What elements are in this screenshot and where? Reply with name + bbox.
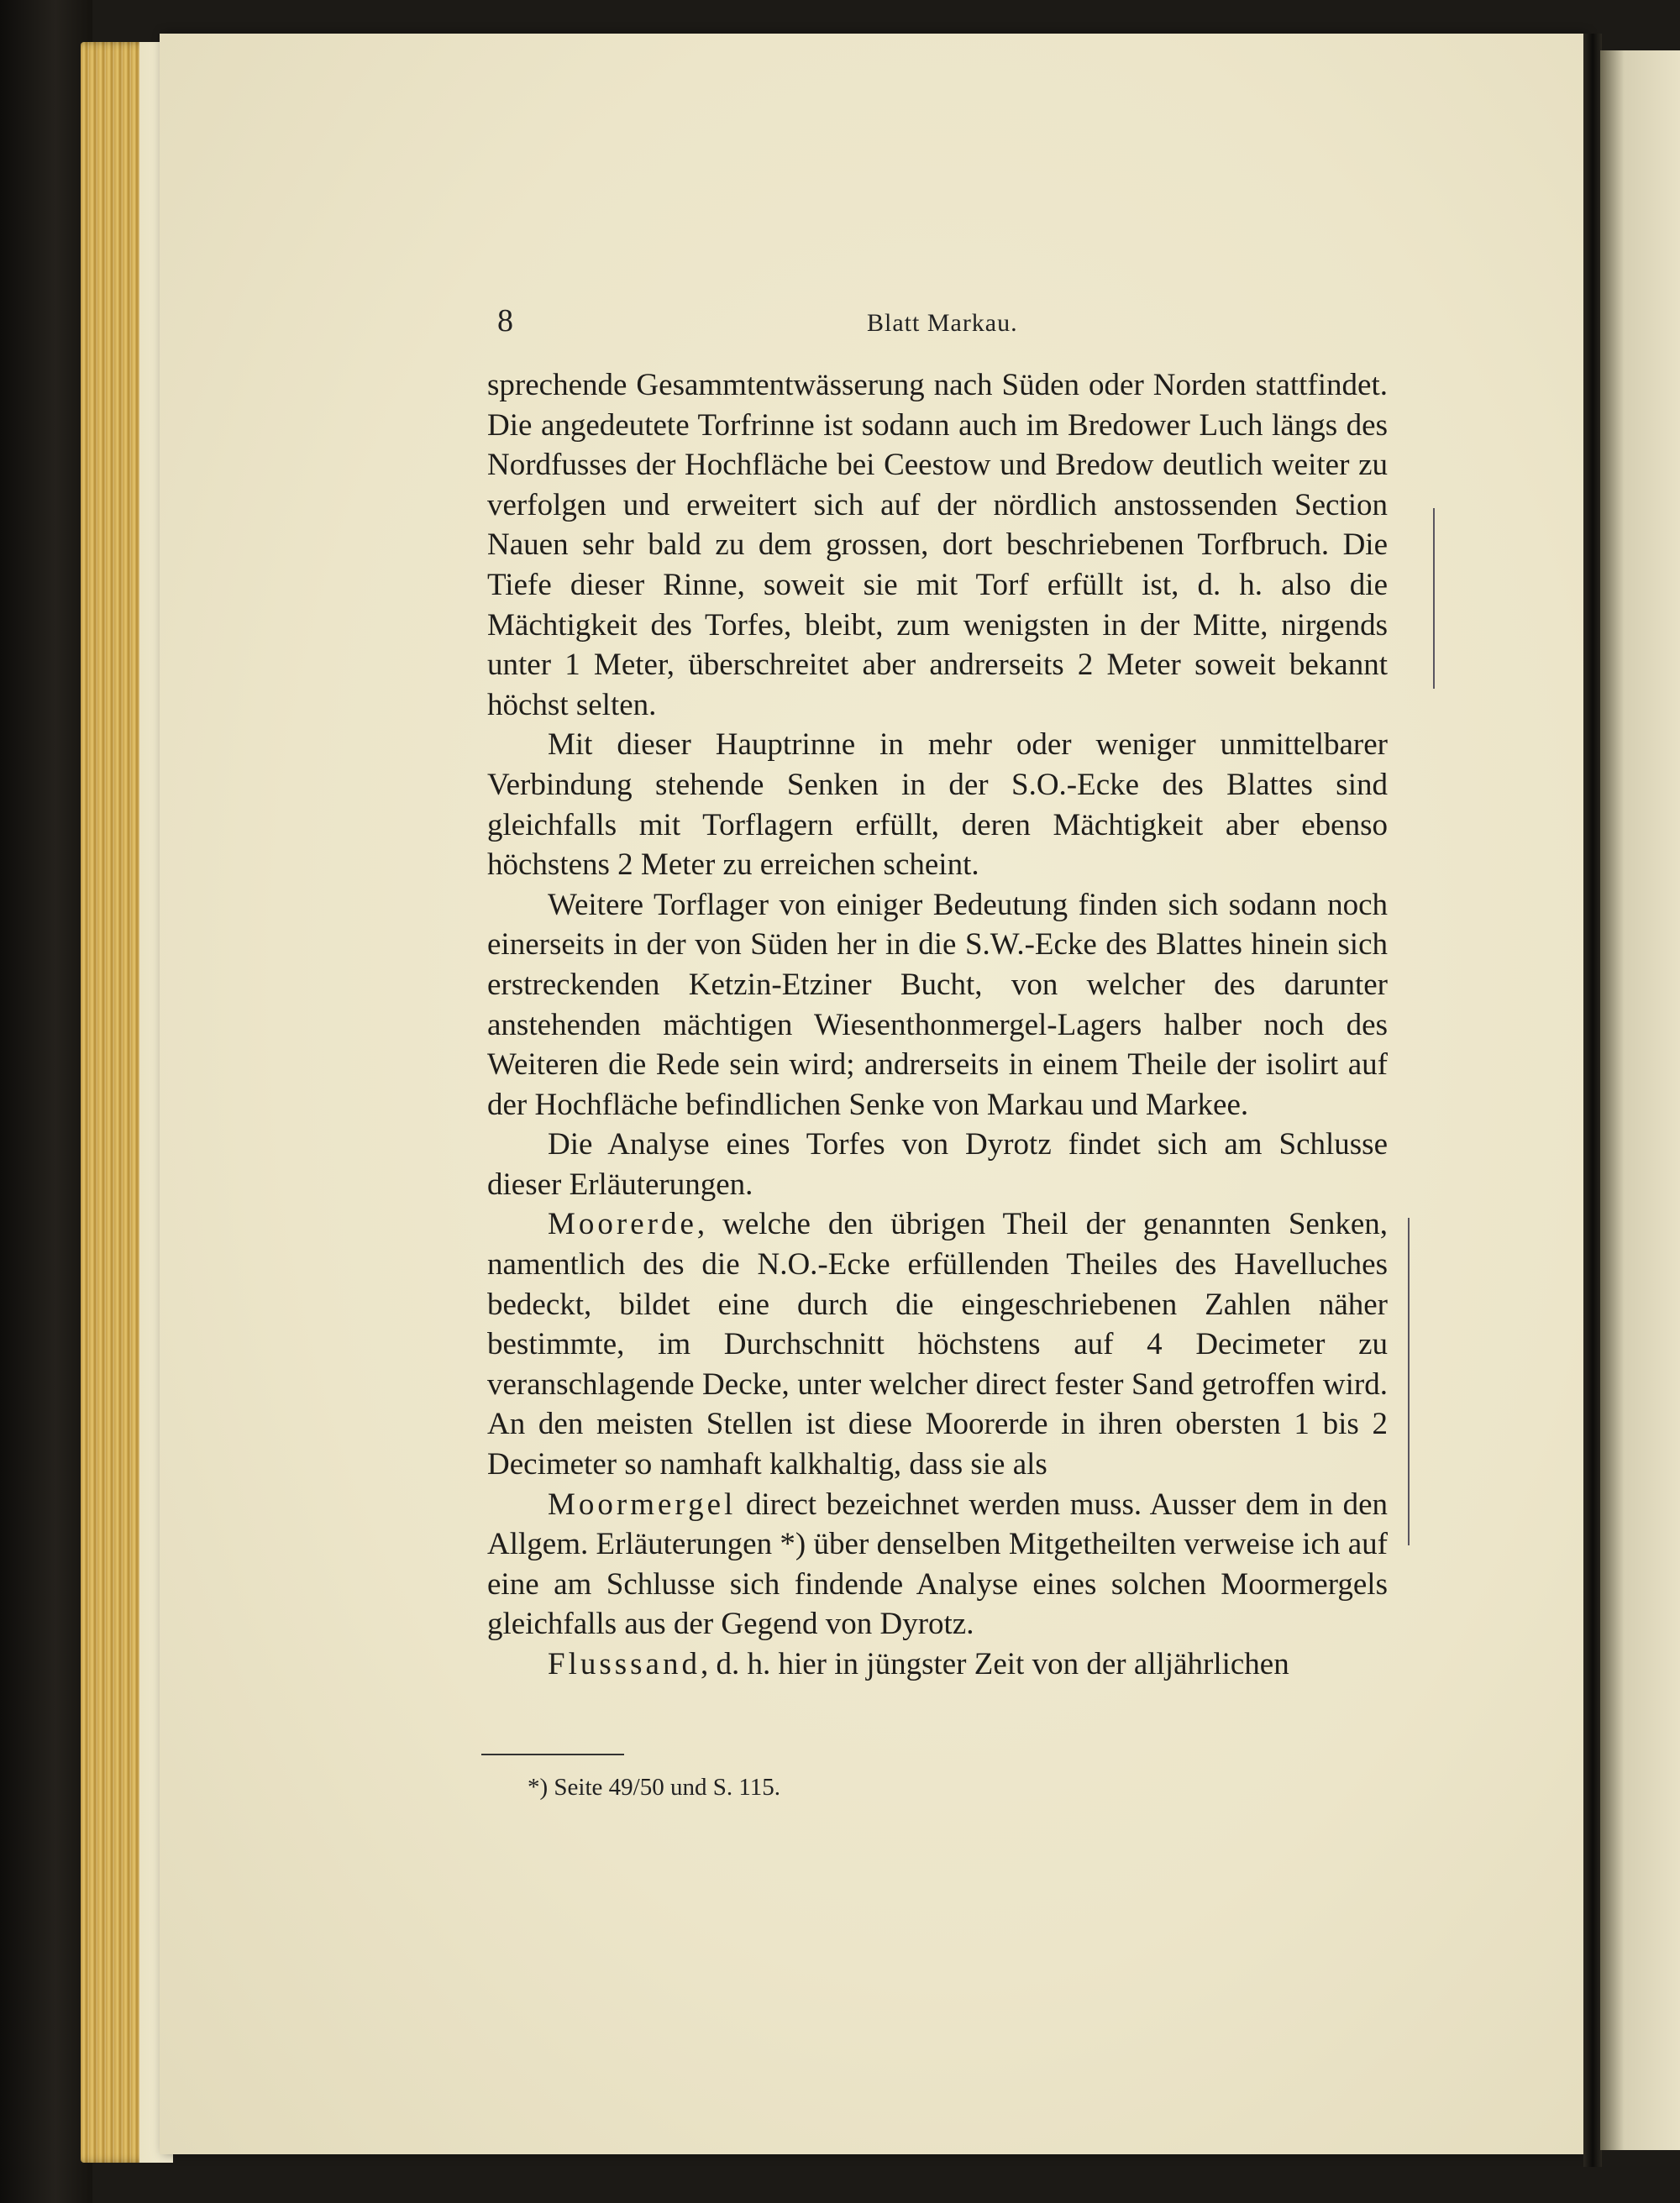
term-moorerde: Moorerde	[548, 1207, 697, 1242]
paragraph-1: sprechende Gesammtentwässerung nach Süden oder Norden stattfindet. Die angedeutete Torfrinne ist sodann auch im Bredower Luch längs des Nordfusses der Hochfläche bei Ceestow und Bredow deutlich weiter zu verfolgen und erweitert sich auf der nördlich anstossenden Section Nauen sehr bald zu dem grossen, dort beschriebenen Torfbruch. Die Tiefe dieser Rinne, soweit sie mit Torf erfüllt ist, d. h. also die Mächtigkeit des Torfes, bleibt, zum wenigsten in der Mitte, nirgends unter 1 Meter, überschreitet aber andrerseits 2 Meter soweit bekannt höchst selten.	[487, 368, 1388, 722]
paragraph-5	[487, 1204, 1388, 1484]
pencil-margin-mark	[1433, 508, 1435, 689]
page-number: 8	[497, 303, 513, 338]
body-text	[487, 365, 1388, 1685]
pencil-margin-mark	[1408, 1218, 1410, 1545]
paragraph-7-text: , d. h. hier in jüngster Zeit von der alljährlichen	[700, 1647, 1289, 1681]
facing-page-edge	[1600, 50, 1680, 2150]
page-header	[497, 302, 1388, 344]
paragraph-6-text: direct bezeichnet werden muss. Ausser dem in den Allgem. Erläuterungen *) über denselben Mitgetheilten verweise ich auf eine am Schlusse sich findende Analyse eines solchen Moormergels gleichfalls aus der Gegend von Dyrotz.	[487, 1487, 1388, 1642]
paragraph-3: Weitere Torflager von einiger Bedeutung finden sich sodann noch einerseits in der von Süden her in die S.W.-Ecke des Blattes hinein sich erstreckenden Ketzin-Etziner Bucht, von welcher des darunter anstehenden mächtigen Wiesenthonmergel-Lagers halber noch des Weiteren die Rede sein wird; andrerseits in einem Theile der isolirt auf der Hochfläche befindlichen Senke von Markau und Markee.	[487, 887, 1388, 1122]
paragraph-7	[487, 1644, 1388, 1685]
paragraph-4: Die Analyse eines Torfes von Dyrotz findet sich am Schlusse dieser Erläuterungen.	[487, 1127, 1388, 1202]
term-flusssand: Flusssand	[548, 1647, 701, 1681]
paragraph-5-text: , welche den übrigen Theil der genannten Senken, namentlich des die N.O.-Ecke erfüllenden Theiles des Havelluches bedeckt, bildet eine durch die eingeschriebenen Zahlen näher bestimmte, im Durchschnitt höchstens auf 4 Decimeter zu veranschlagende Decke, unter welcher direct fester Sand getroffen wird. An den meisten Stellen ist diese Moorerde in ihren obersten 1 bis 2 Decimeter so namhaft kalkhaltig, dass sie als	[487, 1207, 1388, 1482]
paragraph-2: Mit dieser Hauptrinne in mehr oder weniger unmittelbarer Verbindung stehende Senken in der S.O.-Ecke des Blattes sind gleichfalls mit Torflagern erfüllt, deren Mächtigkeit aber ebenso höchstens 2 Meter zu erreichen scheint.	[487, 727, 1388, 883]
book-cover	[0, 0, 92, 2203]
running-title: Blatt Markau.	[867, 309, 1018, 337]
paragraph-6	[487, 1485, 1388, 1644]
term-moormergel: Moormergel	[548, 1487, 737, 1522]
footnote: *) Seite 49/50 und S. 115.	[528, 1774, 781, 1801]
footnote-rule	[481, 1754, 624, 1755]
book-gutter	[1583, 34, 1602, 2167]
